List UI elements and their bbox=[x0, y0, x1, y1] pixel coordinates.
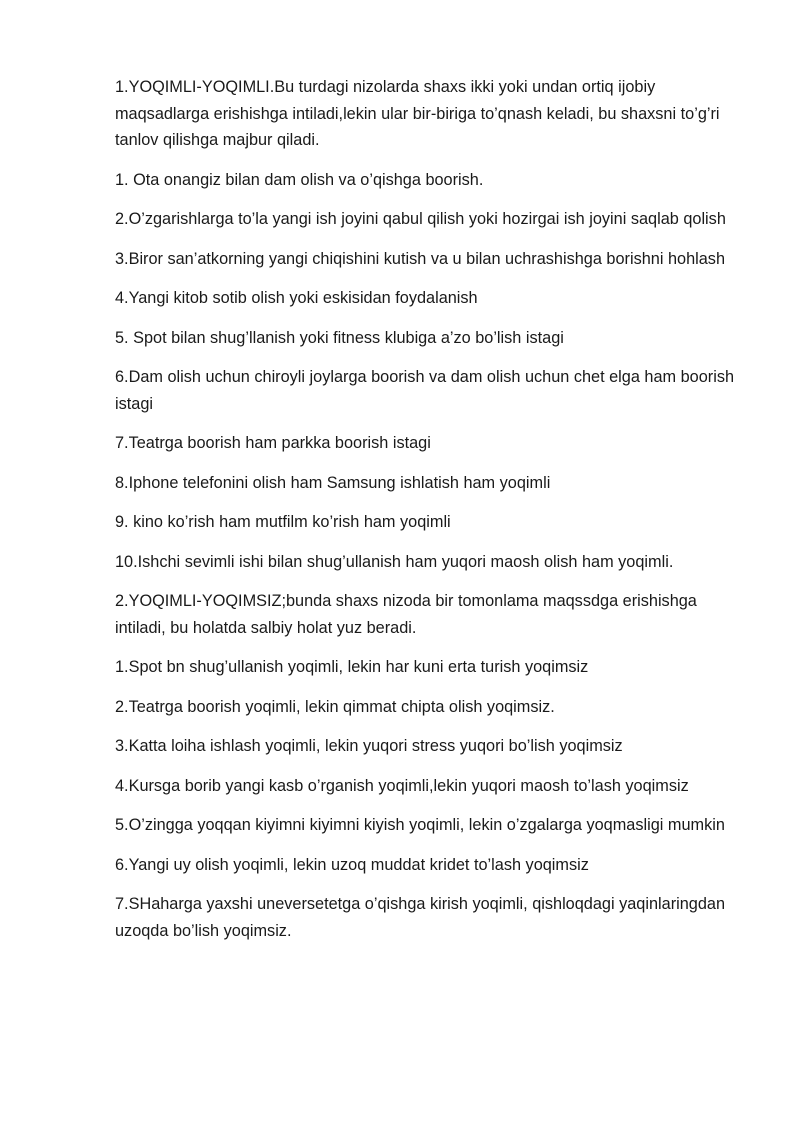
list-item: 5.O’zingga yoqqan kiyimni kiyimni kiyish yoqimli, lekin o’zgalarga yoqmasligi mumkin bbox=[115, 816, 725, 834]
list-item: 6.Yangi uy olish yoqimli, lekin uzoq muddat kridet to’lash yoqimsiz bbox=[115, 855, 589, 874]
section-1-heading: 1.YOQIMLI-YOQIMLI.Bu turdagi nizolarda shaxs ikki yoki undan ortiq ijobiy maqsadlarga erishishga intiladi,lekin ular bir-biriga to’qnash keladi, bu shaxsni to’g’ri tanlov qilishga majbur qiladi. bbox=[115, 78, 720, 149]
list-item: 4.Kursga borib yangi kasb o’rganish yoqimli,lekin yuqori maosh to’lash yoqimsiz bbox=[115, 776, 689, 795]
list-item: 7.SHaharga yaxshi uneversetetga o’qishga kirish yoqimli, qishloqdagi yaqinlaringdan uzoqda bo’lish yoqimsiz. bbox=[115, 895, 726, 940]
list-item: 3.Biror san’atkorning yangi chiqishini kutish va u bilan uchrashishga borishni hohlash bbox=[115, 249, 725, 268]
list-item: 8.Iphone telefonini olish ham Samsung ishlatish ham yoqimli bbox=[115, 473, 551, 492]
list-item: 6.Dam olish uchun chiroyli joylarga boorish va dam olish uchun chet elga ham boorish istagi bbox=[115, 368, 735, 413]
list-item: 1. Ota onangiz bilan dam olish va o’qishga boorish. bbox=[115, 170, 484, 189]
document-body bbox=[115, 74, 735, 957]
list-item: 2.Teatrga boorish yoqimli, lekin qimmat chipta olish yoqimsiz. bbox=[115, 697, 555, 716]
list-item: 2.O’zgarishlarga to’la yangi ish joyini qabul qilish yoki hozirgai ish joyini saqlab qolish bbox=[115, 210, 726, 228]
list-item: 10.Ishchi sevimli ishi bilan shug’ullanish ham yuqori maosh olish ham yoqimli. bbox=[115, 552, 674, 571]
list-item: 9. kino ko’rish ham mutfilm ko’rish ham yoqimli bbox=[115, 513, 451, 531]
list-item: 3.Katta loiha ishlash yoqimli, lekin yuqori stress yuqori bo’lish yoqimsiz bbox=[115, 737, 623, 755]
list-item: 7.Teatrga boorish ham parkka boorish istagi bbox=[115, 434, 431, 452]
list-item: 4.Yangi kitob sotib olish yoki eskisidan foydalanish bbox=[115, 289, 478, 307]
list-item: 1.Spot bn shug’ullanish yoqimli, lekin har kuni erta turish yoqimsiz bbox=[115, 658, 589, 676]
list-item: 5. Spot bilan shug’llanish yoki fitness klubiga a’zo bo’lish istagi bbox=[115, 328, 564, 347]
section-2-heading: 2.YOQIMLI-YOQIMSIZ;bunda shaxs nizoda bir tomonlama maqssdga erishishga intiladi, bu holatda salbiy holat yuz beradi. bbox=[115, 592, 697, 637]
